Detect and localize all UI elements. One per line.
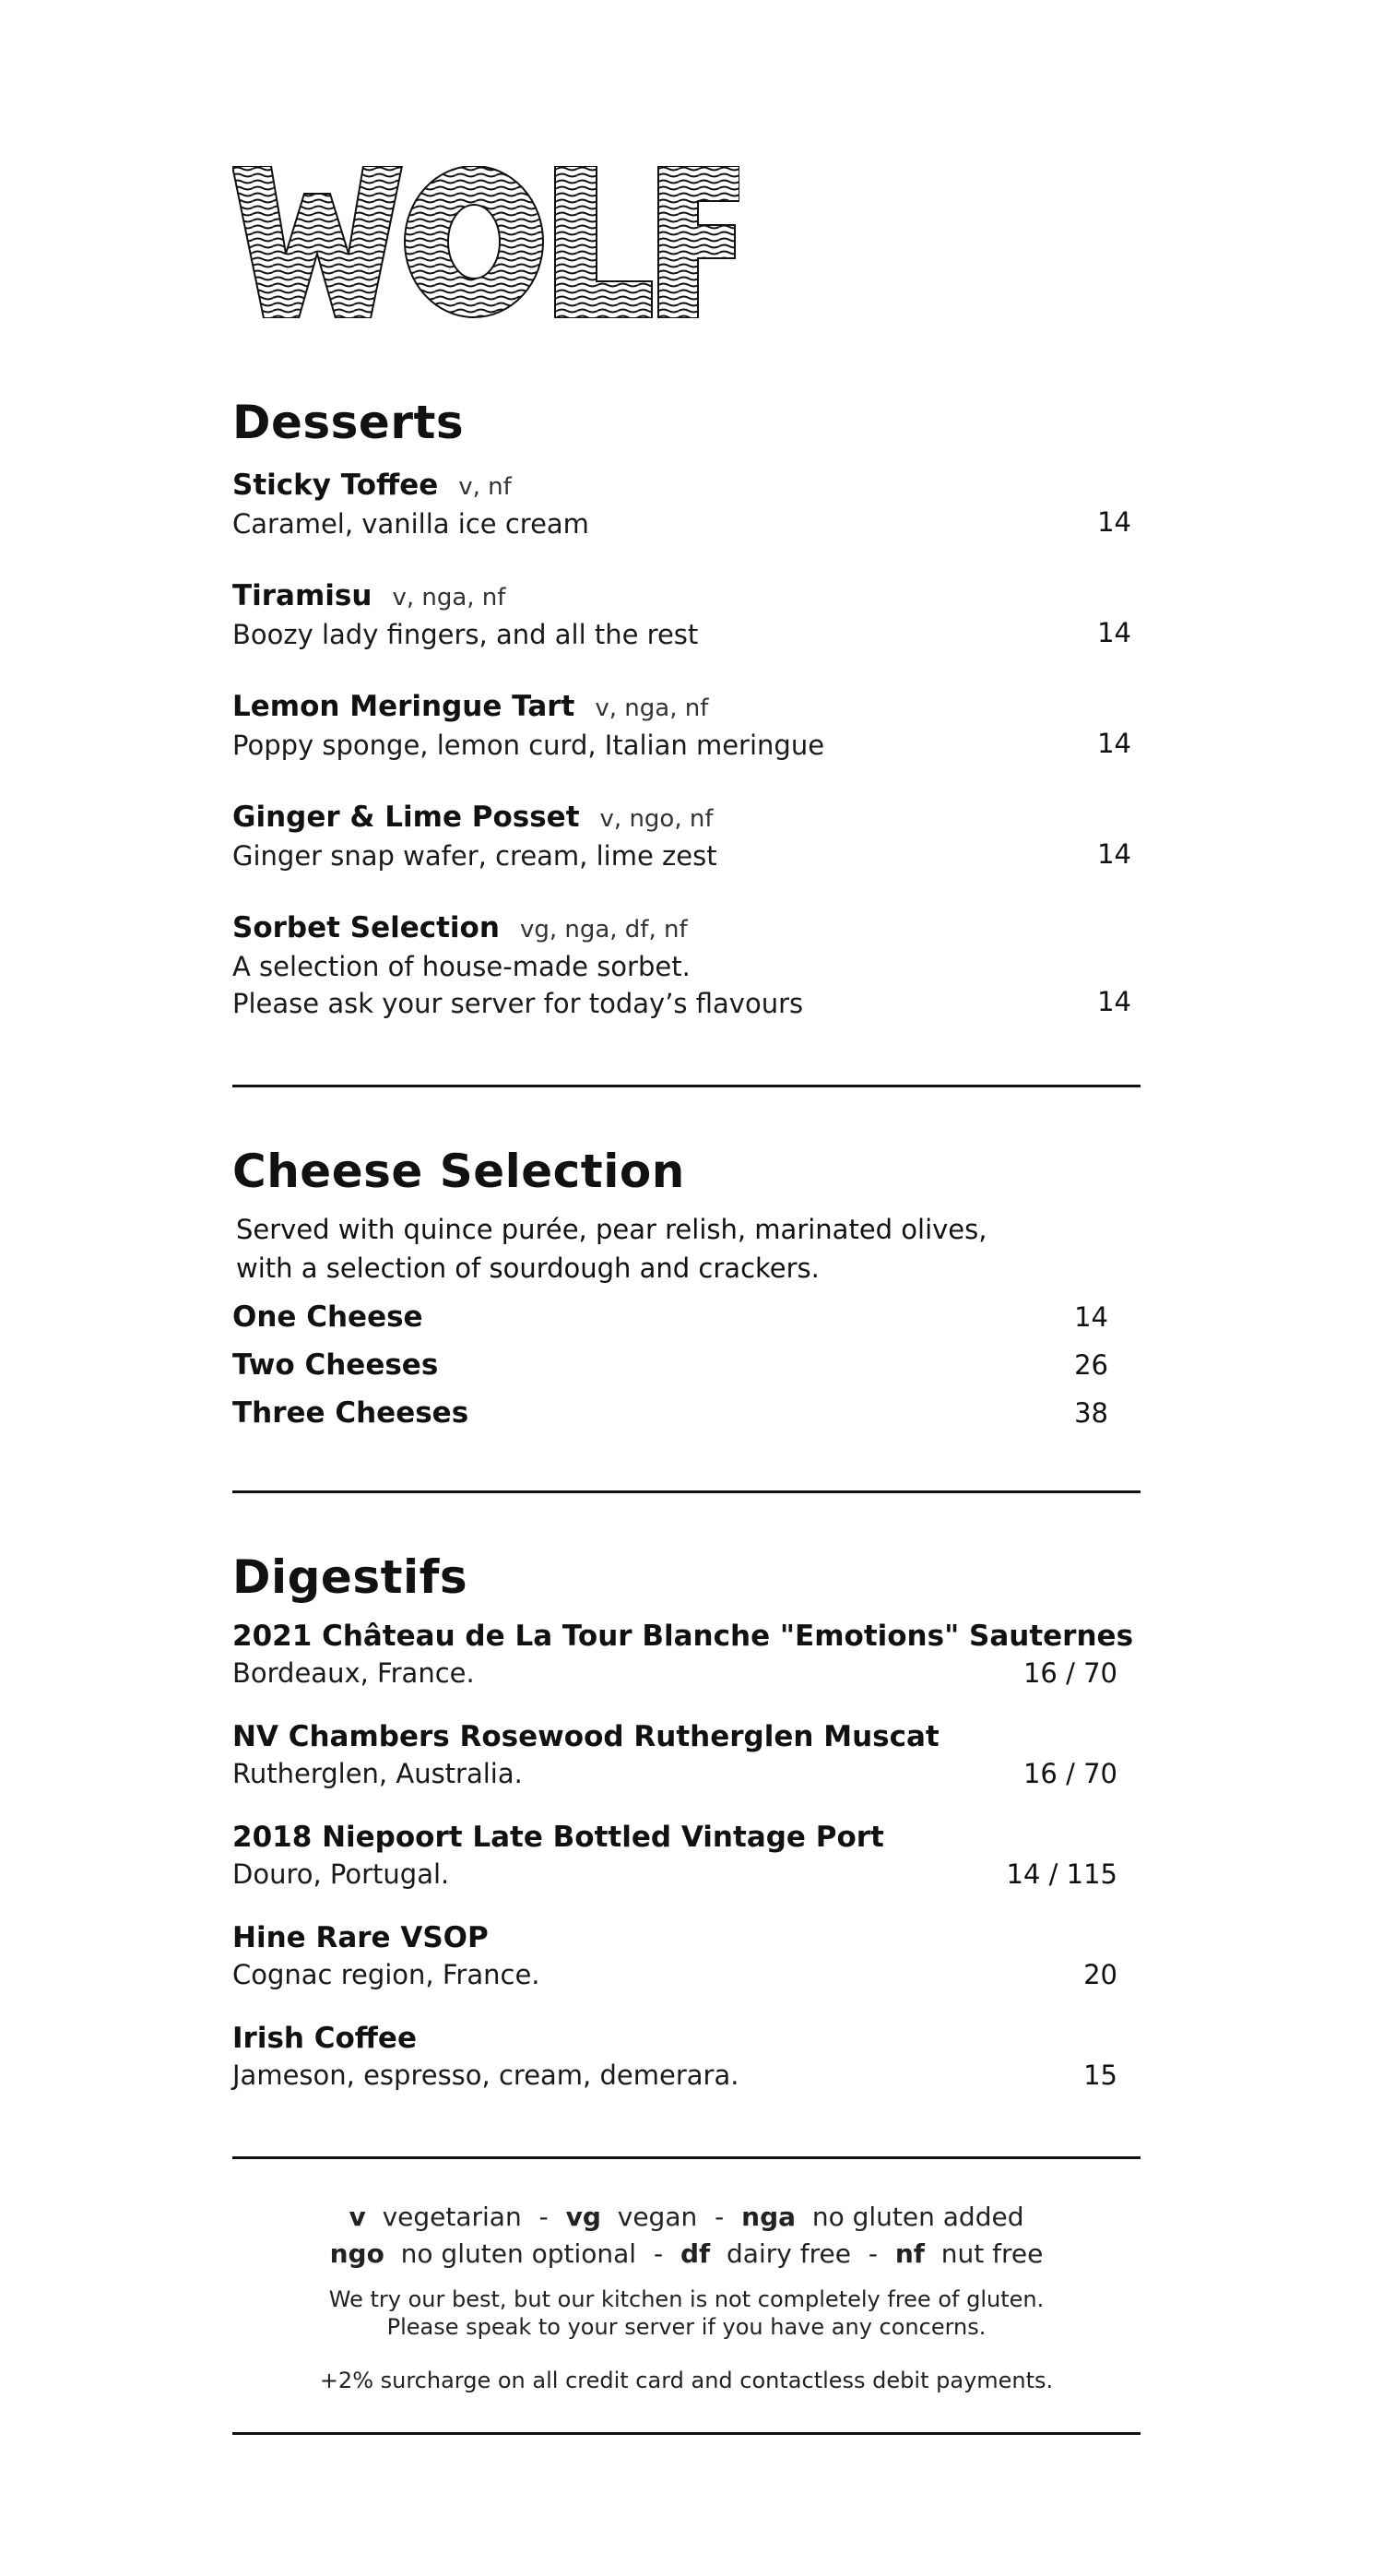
item-description: Ginger snap wafer, cream, lime zest: [232, 840, 717, 872]
menu-item: [232, 577, 1141, 651]
wolf-logo: [232, 166, 739, 318]
menu-item: [232, 1718, 1141, 1792]
item-name: Lemon Meringue Tart: [232, 690, 575, 723]
item-name: Irish Coffee: [232, 2022, 417, 2055]
dietary-legend: [232, 2199, 1141, 2394]
item-price: 14: [1097, 986, 1131, 1017]
item-description: Boozy lady fingers, and all the rest: [232, 619, 699, 650]
item-description: Poppy sponge, lemon curd, Italian meringue: [232, 730, 825, 761]
cheese-option: [232, 1347, 1108, 1383]
item-name: Tiramisu: [232, 579, 372, 612]
cheese-option-price: 38: [1074, 1397, 1108, 1429]
legend-separator: -: [715, 2202, 725, 2232]
legend-label: dairy free: [727, 2238, 851, 2269]
item-description: Jameson, espresso, cream, demerara.: [232, 2060, 739, 2091]
legend-code: nf: [894, 2238, 925, 2269]
cheese-option: [232, 1395, 1108, 1431]
menu-item: [232, 909, 1141, 1020]
legend-line: [232, 2236, 1141, 2273]
legend-code: v: [349, 2202, 366, 2232]
dietary-tags: v, nga, nf: [392, 584, 506, 611]
divider: [232, 2432, 1141, 2435]
surcharge-note: +2% surcharge on all credit card and contactless debit payments.: [319, 2368, 1054, 2393]
item-price: 14: [1097, 728, 1131, 759]
divider: [232, 2156, 1141, 2159]
item-description: Caramel, vanilla ice cream: [232, 508, 589, 540]
desserts-section: [232, 395, 1141, 1022]
legend-label: vegetarian: [382, 2202, 522, 2232]
legend-code: nga: [741, 2202, 797, 2232]
dietary-tags: v, nga, nf: [595, 694, 709, 722]
item-description: Douro, Portugal.: [232, 1858, 450, 1890]
item-price: 14 / 115: [1006, 1858, 1117, 1890]
legend-code: ngo: [329, 2238, 384, 2269]
item-name: Ginger & Lime Posset: [232, 801, 580, 834]
legend-label: nut free: [940, 2238, 1044, 2269]
item-name: 2018 Niepoort Late Bottled Vintage Port: [232, 1821, 884, 1854]
gluten-note: We try our best, but our kitchen is not completely free of gluten.: [328, 2286, 1045, 2312]
cheese-option-name: Three Cheeses: [232, 1396, 469, 1430]
divider: [232, 1085, 1141, 1087]
legend-separator: -: [868, 2238, 878, 2269]
legend-label: no gluten added: [811, 2202, 1024, 2232]
legend-line: [232, 2199, 1141, 2236]
item-description: A selection of house-made sorbet.: [232, 951, 691, 982]
menu-item: [232, 1618, 1141, 1692]
cheese-title: Cheese Selection: [232, 1145, 685, 1198]
menu-item: [232, 1819, 1141, 1893]
menu-item: [232, 1919, 1141, 1993]
dietary-tags: v, ngo, nf: [599, 805, 714, 833]
item-price: 14: [1097, 506, 1131, 538]
item-price: 15: [1083, 2060, 1117, 2091]
item-price: 16 / 70: [1022, 1758, 1117, 1789]
menu-item: [232, 688, 1141, 762]
dietary-tags: vg, nga, df, nf: [519, 916, 688, 944]
cheese-intro: [236, 1210, 1066, 1288]
cheese-intro-line: with a selection of sourdough and crackers.: [236, 1252, 820, 1284]
item-price: 16 / 70: [1022, 1657, 1117, 1689]
cheese-option-name: Two Cheeses: [232, 1348, 439, 1382]
legend-label: no gluten optional: [400, 2238, 637, 2269]
legend-code: vg: [565, 2202, 601, 2232]
item-description: Please ask your server for today’s flavours: [232, 988, 804, 1019]
item-name: Sorbet Selection: [232, 911, 500, 944]
cheese-option-price: 26: [1074, 1349, 1108, 1381]
cheese-intro-line: Served with quince purée, pear relish, marinated olives,: [236, 1214, 987, 1245]
cheese-option-price: 14: [1074, 1301, 1108, 1333]
item-price: 14: [1097, 617, 1131, 648]
item-name: 2021 Château de La Tour Blanche "Emotions" Sauternes: [232, 1620, 1134, 1653]
legend-separator: -: [538, 2202, 549, 2232]
item-description: Rutherglen, Australia.: [232, 1758, 523, 1789]
cheese-section: [232, 1144, 1141, 1448]
item-name: Sticky Toffee: [232, 469, 439, 502]
dietary-tags: v, nf: [458, 473, 512, 501]
item-description: Cognac region, France.: [232, 1959, 540, 1990]
menu-item: [232, 799, 1141, 873]
item-description: Bordeaux, France.: [232, 1657, 475, 1689]
digestifs-section: [232, 1549, 1141, 2103]
cheese-option-name: One Cheese: [232, 1300, 423, 1334]
item-price: 14: [1097, 838, 1131, 870]
item-name: NV Chambers Rosewood Rutherglen Muscat: [232, 1720, 940, 1753]
legend-separator: -: [653, 2238, 664, 2269]
divider: [232, 1490, 1141, 1493]
item-name: Hine Rare VSOP: [232, 1921, 489, 1954]
gluten-note: Please speak to your server if you have any concerns.: [386, 2314, 987, 2340]
digestifs-title: Digestifs: [232, 1550, 468, 1604]
menu-item: [232, 467, 1141, 540]
cheese-option: [232, 1299, 1108, 1335]
legend-label: vegan: [617, 2202, 698, 2232]
desserts-title: Desserts: [232, 396, 465, 449]
menu-item: [232, 2020, 1141, 2094]
legend-code: df: [680, 2238, 711, 2269]
item-price: 20: [1083, 1959, 1117, 1990]
